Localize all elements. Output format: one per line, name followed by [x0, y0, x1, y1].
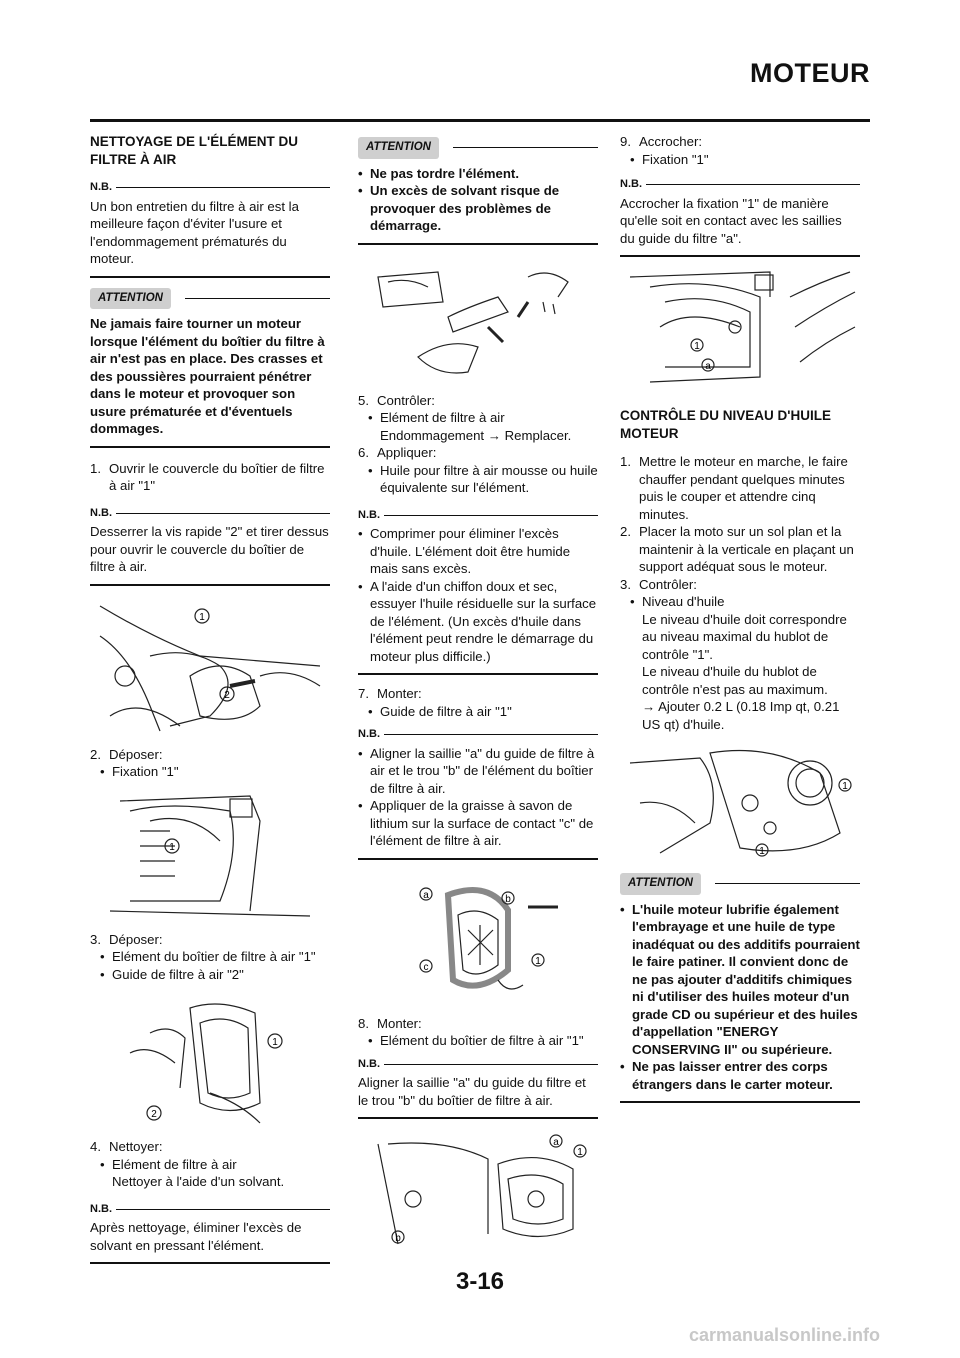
- figure-fixation: [90, 791, 330, 921]
- note-label: N.B.: [358, 726, 598, 744]
- step-4: 4. Nettoyer:: [90, 1139, 163, 1154]
- note-label: N.B.: [620, 176, 860, 194]
- step-2: 2. Placer la moto sur un sol plan et la maintenir à la verticale en plaçant un support adéquat sous le moteur.: [620, 524, 854, 574]
- bullet: • Fixation "1": [630, 151, 709, 167]
- callout-c: c: [423, 961, 429, 973]
- callout-b: b: [395, 1233, 401, 1244]
- bullet: • Fixation "1": [100, 764, 179, 779]
- bullet-detail: → Ajouter 0.2 L (0.18 Imp qt, 0.21 US qt) d'huile.: [642, 699, 840, 732]
- note-text: Après nettoyage, éliminer l'excès de solvant en pressant l'élément.: [90, 1219, 330, 1264]
- bullet: • Guide de filtre à air "1": [368, 703, 512, 719]
- figure-cleaning: [358, 257, 598, 382]
- step-8: 8. Monter:: [358, 1015, 422, 1031]
- step-2: 2. Déposer:: [90, 746, 163, 762]
- figure-oil-sight-glass: [620, 743, 860, 863]
- callout-a: a: [705, 361, 711, 372]
- callout-b: b: [505, 893, 511, 905]
- bullet: • Elément du boîtier de filtre à air "1": [100, 949, 316, 964]
- step-6: 6. Appliquer:: [358, 445, 437, 460]
- step-3: 3. Déposer:: [90, 931, 163, 947]
- callout-a: a: [423, 889, 429, 901]
- note-box: [90, 179, 330, 278]
- callout-2: 2: [224, 689, 230, 701]
- note-text: • Comprimer pour éliminer l'excès d'huile. L'élément doit être humide mais sans excès. • A l'aide d'un chiffon doux et sec, essuyer l'huile résiduelle sur la surface de l'élément. (Un excès d'huile dans l'élément peut rendre le démarrage du moteur plus difficile.): [358, 525, 598, 675]
- bullet: • Elément de filtre à air: [368, 410, 505, 425]
- callout-1: 1: [694, 341, 700, 352]
- caution-text: Ne jamais faire tourner un moteur lorsque l'élément du boîtier du filtre à air n'est pas en place. Des crasses et des poussières pourraient pénétrer dans le moteur et provoquer son usure prématurée et d'éventuels dommages.: [90, 309, 330, 448]
- callout-1: 1: [577, 1147, 583, 1158]
- bullet-detail: Le niveau d'huile du hublot de contrôle n'est pas au maximum.: [642, 664, 828, 697]
- step-3: 3. Contrôler:: [620, 576, 697, 592]
- callout-1: 1: [535, 955, 541, 967]
- step-7: 7. Monter:: [358, 686, 422, 701]
- note-label: N.B.: [90, 505, 330, 523]
- caution-label: ATTENTION: [358, 137, 439, 159]
- note-text: Aligner la saillie "a" du guide du filtre et le trou "b" du boîtier de filtre à air.: [358, 1074, 598, 1119]
- bullet: • Elément de filtre à air: [100, 1156, 237, 1172]
- watermark: carmanualsonline.info: [688, 1325, 880, 1345]
- note-text: Un bon entretien du filtre à air est la meilleure façon d'éviter l'usure et l'endommagement prématurés du moteur.: [90, 198, 330, 278]
- column-2: [358, 133, 598, 1259]
- callout-a: a: [553, 1137, 559, 1148]
- callout-2: 2: [151, 1109, 157, 1120]
- note-label: N.B.: [90, 179, 330, 197]
- page-number: 3-16: [455, 1268, 505, 1295]
- figure-filter-removal: [90, 993, 330, 1128]
- figure-airbox-cover: [90, 596, 330, 736]
- caution-box: [358, 137, 598, 245]
- page-title: MOTEUR: [750, 58, 870, 88]
- note-box: [620, 176, 860, 257]
- callout-1: 1: [842, 781, 848, 792]
- section-title-air-filter: NETTOYAGE DE L'ÉLÉMENT DU FILTRE À AIR: [90, 134, 298, 167]
- step-9: 9. Accrocher:: [620, 134, 703, 149]
- bullet: • Guide de filtre à air "2": [100, 966, 244, 982]
- step-1: 1. Ouvrir le couvercle du boîtier de filtre à air "1": [90, 460, 325, 493]
- bullet-detail: Le niveau d'huile doit correspondre au niveau maximal du hublot de contrôle "1".: [642, 611, 847, 662]
- callout-1: 1: [759, 846, 765, 857]
- note-label: N.B.: [358, 1056, 598, 1074]
- column-1: [90, 133, 330, 1274]
- note-box: [358, 507, 598, 676]
- bullet: • Huile pour filtre à air mousse ou huile équivalente sur l'élément.: [368, 462, 598, 495]
- caution-text: • L'huile moteur lubrifie également l'embrayage et une huile de type inadéquat ou des additifs pourraient le faire patiner. Il convient donc de ne pas ajouter d'additifs chimiques ni d'utiliser des huiles moteur d'un grade CD ou supérieur et des huiles d'appellation "ENERGY CONSERVING II" ou supérieure. • Ne pas laisser entrer des corps étrangers dans le carter moteur.: [620, 895, 860, 1104]
- callout-1: 1: [199, 611, 205, 623]
- callout-1: 1: [272, 1037, 278, 1048]
- note-label: N.B.: [358, 507, 598, 525]
- note-box: [358, 1056, 598, 1120]
- caution-text: • Ne pas tordre l'élément. • Un excès de solvant risque de provoquer des problèmes de démarrage.: [358, 159, 598, 245]
- figure-element-install: [358, 1129, 598, 1249]
- bullet-detail: Endommagement → Remplacer.: [380, 427, 572, 443]
- note-box: [90, 505, 330, 586]
- callout-1: 1: [169, 841, 175, 853]
- bullet: • Niveau d'huile: [630, 594, 725, 609]
- figure-guide-install: [358, 870, 598, 1005]
- note-text: Accrocher la fixation "1" de manière qu'elle soit en contact avec les saillies du guide du filtre "a".: [620, 195, 860, 258]
- note-box: [90, 1201, 330, 1265]
- caution-label: ATTENTION: [620, 873, 701, 895]
- note-text: Desserrer la vis rapide "2" et tirer dessus pour ouvrir le couvercle du boîtier de filtre à air.: [90, 523, 330, 586]
- note-box: [358, 726, 598, 860]
- bullet: • Elément du boîtier de filtre à air "1": [368, 1033, 584, 1048]
- caution-box: [620, 873, 860, 1103]
- header-rule: [90, 119, 870, 122]
- note-label: N.B.: [90, 1201, 330, 1219]
- caution-box: [90, 288, 330, 448]
- step-1: 1. Mettre le moteur en marche, le faire chauffer pendant quelques minutes puis le couper et attendre cinq minutes.: [620, 454, 848, 522]
- caution-label: ATTENTION: [90, 288, 171, 310]
- bullet-detail: Nettoyer à l'aide d'un solvant.: [112, 1174, 285, 1189]
- figure-fixation-hook: [620, 267, 860, 397]
- column-3: [620, 133, 860, 1115]
- section-title-oil-level: CONTRÔLE DU NIVEAU D'HUILE MOTEUR: [620, 408, 831, 441]
- note-text: • Aligner la saillie "a" du guide de filtre à air et le trou "b" de l'élément du boîtier de filtre à air. • Appliquer de la graisse à savon de lithium sur la surface de contact "c" de l'élément de filtre à air.: [358, 745, 598, 860]
- step-5: 5. Contrôler:: [358, 392, 435, 408]
